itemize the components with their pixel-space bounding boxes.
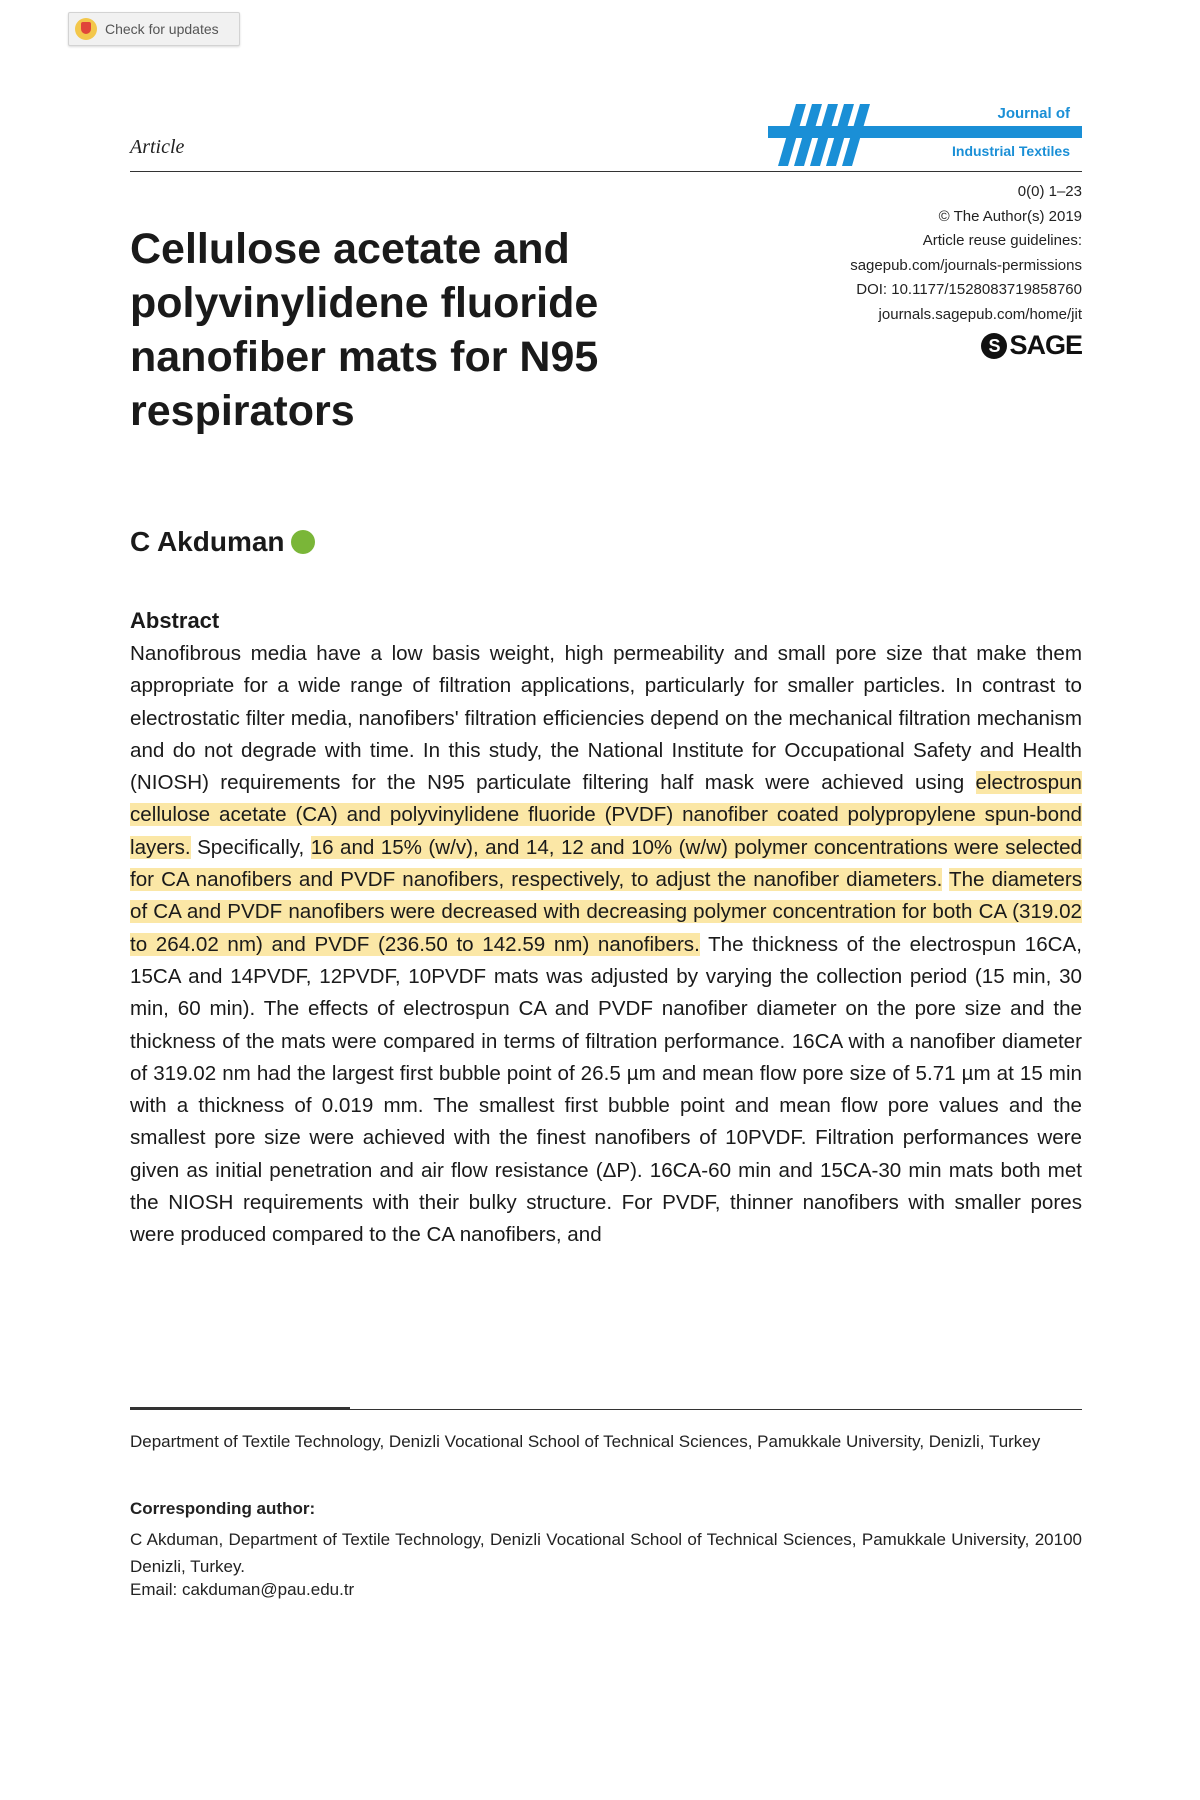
abstract-highlight: The diameters of CA and PVDF nanofibers were decreased with decreasing polymer concentration for both CA (319.02 to 264.02 nm) and PVDF (236.50 to 142.59 nm) nanofibers. bbox=[130, 868, 1082, 956]
check-for-updates-label: Check for updates bbox=[105, 21, 219, 37]
footnote-divider-accent bbox=[130, 1407, 350, 1409]
abstract-text-part: The thickness of the electrospun 16CA, 15CA and 14PVDF, 12PVDF, 10PVDF mats was adjusted by varying the collection period (15 min, 30 min, 60 min). The effects of electrospun CA and PVDF nanofiber diameter on the pore size and the thickness of the mats were compared in terms of filtration performance. 16CA with a nanofiber diameter of 319.02 nm had the largest first bubble point of 26.5 µm and mean flow pore size of 5.71 µm at 15 min with a thickness of 0.019 mm. The smallest first bubble point and mean flow pore values and the smallest pore size were achieved with the finest nanofibers of 10PVDF. Filtration performances were given as initial penetration and air flow resistance (ΔP). 16CA-60 min and 15CA-30 min mats both met the NIOSH requirements with their bulky structure. For PVDF, thinner nanofibers with smaller pores were produced compared to the CA nanofibers, and bbox=[130, 932, 1082, 1247]
abstract-heading: Abstract bbox=[130, 608, 220, 633]
abstract-text-part: Specifically, bbox=[190, 835, 311, 859]
sage-logo bbox=[981, 330, 1082, 361]
journal-logo bbox=[768, 104, 1082, 166]
permissions-link[interactable]: sagepub.com/journals-permissions bbox=[850, 256, 1082, 274]
copyright: © The Author(s) 2019 bbox=[938, 207, 1082, 225]
corresponding-author-text: C Akduman, Department of Textile Technology, Denizli Vocational School of Technical Sciences, Pamukkale University, 20100 Denizli, Turkey. bbox=[130, 1530, 1082, 1576]
abstract-highlight: 16 and 15% (w/v), and 14, 12 and 10% (w/w) polymer concentrations were selected for CA nanofibers and PVDF nanofibers, respectively, to adjust the nanofiber diameters. bbox=[130, 835, 1082, 892]
corresponding-author-email[interactable]: Email: cakduman@pau.edu.tr bbox=[130, 1580, 355, 1599]
article-metadata bbox=[722, 180, 1082, 327]
crossmark-icon bbox=[75, 18, 97, 40]
journal-logo-line1: Journal of bbox=[997, 105, 1070, 122]
article-title: Cellulose acetate and polyvinylidene fluoride nanofiber mats for N95 respirators bbox=[130, 225, 599, 435]
abstract-text bbox=[130, 638, 1082, 1252]
check-for-updates-button[interactable] bbox=[68, 12, 240, 46]
orcid-icon[interactable] bbox=[291, 530, 315, 554]
footnote-divider bbox=[130, 1409, 1082, 1410]
article-type-label: Article bbox=[130, 136, 185, 158]
header-divider bbox=[130, 171, 1082, 172]
author-name: C Akduman bbox=[130, 526, 285, 557]
doi[interactable]: DOI: 10.1177/1528083719858760 bbox=[856, 281, 1082, 298]
author-line bbox=[130, 526, 315, 558]
sage-logo-text: SAGE bbox=[1009, 330, 1082, 360]
author-affiliation: Department of Textile Technology, Denizli Vocational School of Technical Sciences, Pamukkale University, Denizli, Turkey bbox=[130, 1432, 1041, 1451]
issue-pages: 0(0) 1–23 bbox=[1017, 183, 1082, 200]
abstract-highlight: electrospun cellulose acetate (CA) and polyvinylidene fluoride (PVDF) nanofiber coated polypropylene spun-bond layers. bbox=[130, 771, 1082, 859]
journal-logo-line2: Industrial Textiles bbox=[952, 143, 1070, 159]
abstract-text-part bbox=[942, 868, 949, 891]
abstract-text-part: Nanofibrous media have a low basis weight, high permeability and small pore size that make them appropriate for a wide range of filtration applications, particularly for smaller particles. In contrast to electrostatic filter media, nanofibers' filtration efficiencies depend on the mechanical filtration mechanism and do not degrade with time. In this study, the National Institute for Occupational Safety and Health (NIOSH) requirements for the N95 particulate filtering half mask were achieved using bbox=[130, 642, 1082, 795]
reuse-guidelines: Article reuse guidelines: bbox=[922, 232, 1082, 249]
corresponding-author-heading: Corresponding author: bbox=[130, 1499, 316, 1518]
journal-home-link[interactable]: journals.sagepub.com/home/jit bbox=[878, 305, 1082, 323]
sage-symbol-icon: S bbox=[981, 333, 1007, 359]
